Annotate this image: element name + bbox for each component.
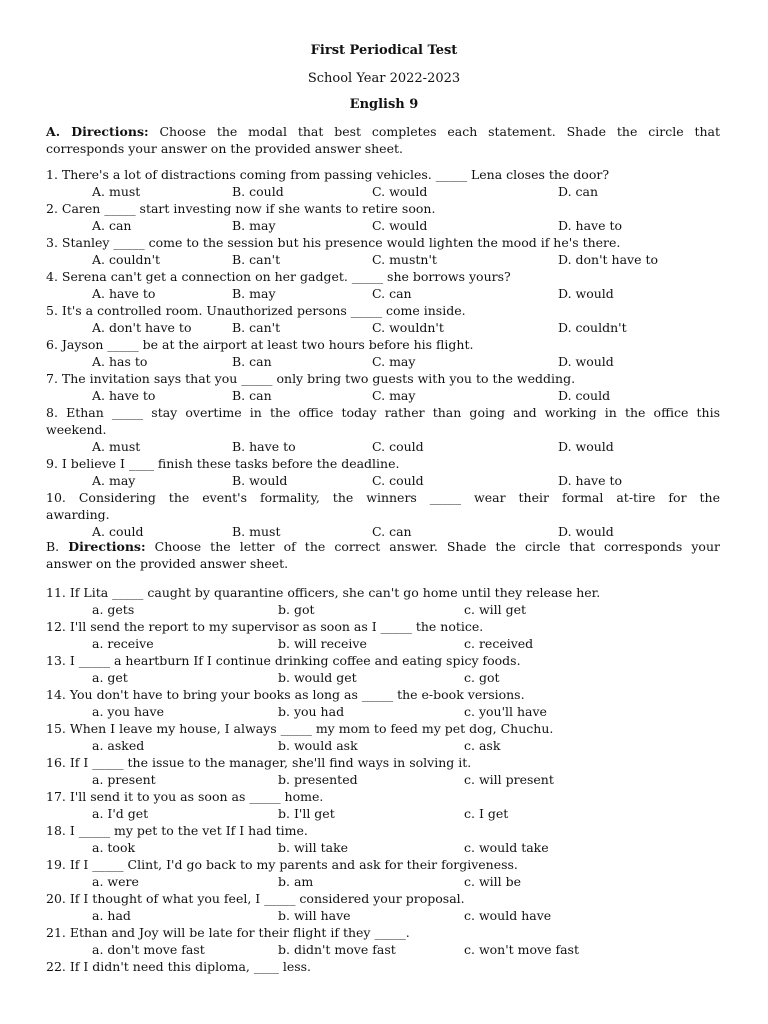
answer-option: C. could (372, 439, 424, 454)
answer-option: b. will receive (278, 636, 367, 651)
answer-option: A. may (92, 473, 136, 488)
answer-option: a. took (92, 840, 136, 855)
answer-option: C. can (372, 524, 412, 539)
question-text: 9. I believe I ____ finish these tasks before the deadline. (46, 456, 400, 471)
answer-option: C. mustn't (372, 252, 437, 267)
answer-option: c. I get (464, 806, 509, 821)
answer-option: b. got (278, 602, 315, 617)
answer-option: C. would (372, 184, 428, 199)
answer-option: c. will get (464, 602, 527, 617)
question-text-continued: awarding. (46, 507, 110, 522)
answer-option: B. must (232, 524, 281, 539)
answer-option: b. would get (278, 670, 357, 685)
question-text: 10. Considering the event's formality, the winners _____ wear their formal at-tire for the (46, 490, 720, 505)
question-text: 2. Caren _____ start investing now if she wants to retire soon. (46, 201, 436, 216)
answer-option: A. have to (92, 388, 156, 403)
answer-option: B. have to (232, 439, 296, 454)
answer-option: B. may (232, 218, 276, 233)
answer-option: a. I'd get (92, 806, 149, 821)
answer-option: B. can (232, 354, 272, 369)
answer-option: B. may (232, 286, 276, 301)
answer-option: c. will present (464, 772, 554, 787)
answer-option: D. would (558, 354, 614, 369)
question-text: 1. There's a lot of distractions coming from passing vehicles. _____ Lena closes the door? (46, 167, 610, 182)
answer-option: c. would have (464, 908, 552, 923)
question-text: 18. I _____ my pet to the vet If I had time. (46, 823, 308, 838)
answer-option: A. have to (92, 286, 156, 301)
answer-option: a. had (92, 908, 131, 923)
answer-option: A. could (92, 524, 144, 539)
answer-option: A. must (92, 184, 141, 199)
answer-option: A. has to (92, 354, 148, 369)
answer-option: B. can't (232, 252, 281, 267)
question-text: 3. Stanley _____ come to the session but his presence would lighten the mood if he's there. (46, 235, 621, 250)
answer-option: D. have to (558, 473, 623, 488)
question-text: 19. If I _____ Clint, I'd go back to my parents and ask for their forgiveness. (46, 857, 518, 872)
answer-option: D. would (558, 524, 614, 539)
answer-option: b. would ask (278, 738, 358, 753)
part-b-directions-text1: Choose the letter of the correct answer. Shade the circle that corresponds your (154, 539, 720, 554)
question-text: 13. I _____ a heartburn If I continue drinking coffee and eating spicy foods. (46, 653, 521, 668)
answer-option: b. you had (278, 704, 345, 719)
answer-option: D. would (558, 286, 614, 301)
subject-heading: English 9 (349, 97, 419, 112)
part-b-label: Directions: (68, 539, 146, 554)
answer-option: A. don't have to (92, 320, 192, 335)
question-text: 5. It's a controlled room. Unauthorized persons _____ come inside. (46, 303, 466, 318)
question-text: 22. If I didn't need this diploma, ____ less. (46, 959, 312, 974)
answer-option: B. would (232, 473, 288, 488)
answer-option: C. would (372, 218, 428, 233)
answer-option: D. would (558, 439, 614, 454)
answer-option: b. didn't move fast (278, 942, 396, 957)
answer-option: A. can (92, 218, 132, 233)
answer-option: c. won't move fast (464, 942, 579, 957)
question-text: 11. If Lita _____ caught by quarantine officers, she can't go home until they release her. (46, 585, 601, 600)
part-b-directions-line1 (46, 538, 720, 555)
answer-option: a. asked (92, 738, 145, 753)
part-b-directions-line2: answer on the provided answer sheet. (46, 556, 289, 571)
answer-option: a. you have (92, 704, 164, 719)
answer-option: c. will be (464, 874, 522, 889)
answer-option: B. could (232, 184, 284, 199)
answer-option: c. received (464, 636, 534, 651)
answer-option: D. couldn't (558, 320, 627, 335)
question-text: 16. If I _____ the issue to the manager, she'll find ways in solving it. (46, 755, 472, 770)
answer-option: b. I'll get (278, 806, 335, 821)
answer-option: b. presented (278, 772, 358, 787)
answer-option: D. could (558, 388, 611, 403)
question-text: 7. The invitation says that you _____ only bring two guests with you to the wedding. (46, 371, 576, 386)
part-a-directions-line1 (46, 123, 720, 140)
question-text: 21. Ethan and Joy will be late for their flight if they _____. (46, 925, 410, 940)
answer-option: C. may (372, 354, 416, 369)
question-text: 15. When I leave my house, I always _____ my mom to feed my pet dog, Chuchu. (46, 721, 554, 736)
school-year: School Year 2022-2023 (307, 71, 461, 86)
answer-option: c. ask (464, 738, 501, 753)
answer-option: C. could (372, 473, 424, 488)
answer-option: a. gets (92, 602, 135, 617)
question-text: 17. I'll send it to you as soon as _____ home. (46, 789, 324, 804)
part-a-directions-text1: Choose the modal that best completes each statement. Shade the circle that (159, 124, 720, 139)
answer-option: A. couldn't (92, 252, 161, 267)
question-text-continued: weekend. (46, 422, 107, 437)
question-text: 20. If I thought of what you feel, I _____ considered your proposal. (46, 891, 465, 906)
answer-option: c. would take (464, 840, 549, 855)
answer-option: a. get (92, 670, 128, 685)
question-text: 6. Jayson _____ be at the airport at least two hours before his flight. (46, 337, 474, 352)
question-text: 4. Serena can't get a connection on her gadget. _____ she borrows yours? (46, 269, 511, 284)
answer-option: D. don't have to (558, 252, 659, 267)
answer-option: a. present (92, 772, 156, 787)
answer-option: B. can (232, 388, 272, 403)
answer-option: D. can (558, 184, 599, 199)
part-b-label-prefix: B. (46, 539, 60, 554)
answer-option: a. were (92, 874, 139, 889)
answer-option: a. don't move fast (92, 942, 205, 957)
answer-option: A. must (92, 439, 141, 454)
answer-option: D. have to (558, 218, 623, 233)
answer-option: c. got (464, 670, 500, 685)
answer-option: C. may (372, 388, 416, 403)
answer-option: a. receive (92, 636, 154, 651)
part-a-directions-line2: corresponds your answer on the provided answer sheet. (46, 141, 403, 156)
answer-option: b. am (278, 874, 314, 889)
test-title: First Periodical Test (310, 43, 458, 58)
answer-option: b. will have (278, 908, 351, 923)
question-text: 14. You don't have to bring your books as long as _____ the e-book versions. (46, 687, 525, 702)
answer-option: C. can (372, 286, 412, 301)
part-a-label: A. Directions: (46, 124, 149, 139)
question-text: 8. Ethan _____ stay overtime in the office today rather than going and working in the office this (46, 405, 720, 420)
question-text: 12. I'll send the report to my supervisor as soon as I _____ the notice. (46, 619, 484, 634)
answer-option: C. wouldn't (372, 320, 444, 335)
answer-option: c. you'll have (464, 704, 547, 719)
answer-option: b. will take (278, 840, 349, 855)
answer-option: B. can't (232, 320, 281, 335)
